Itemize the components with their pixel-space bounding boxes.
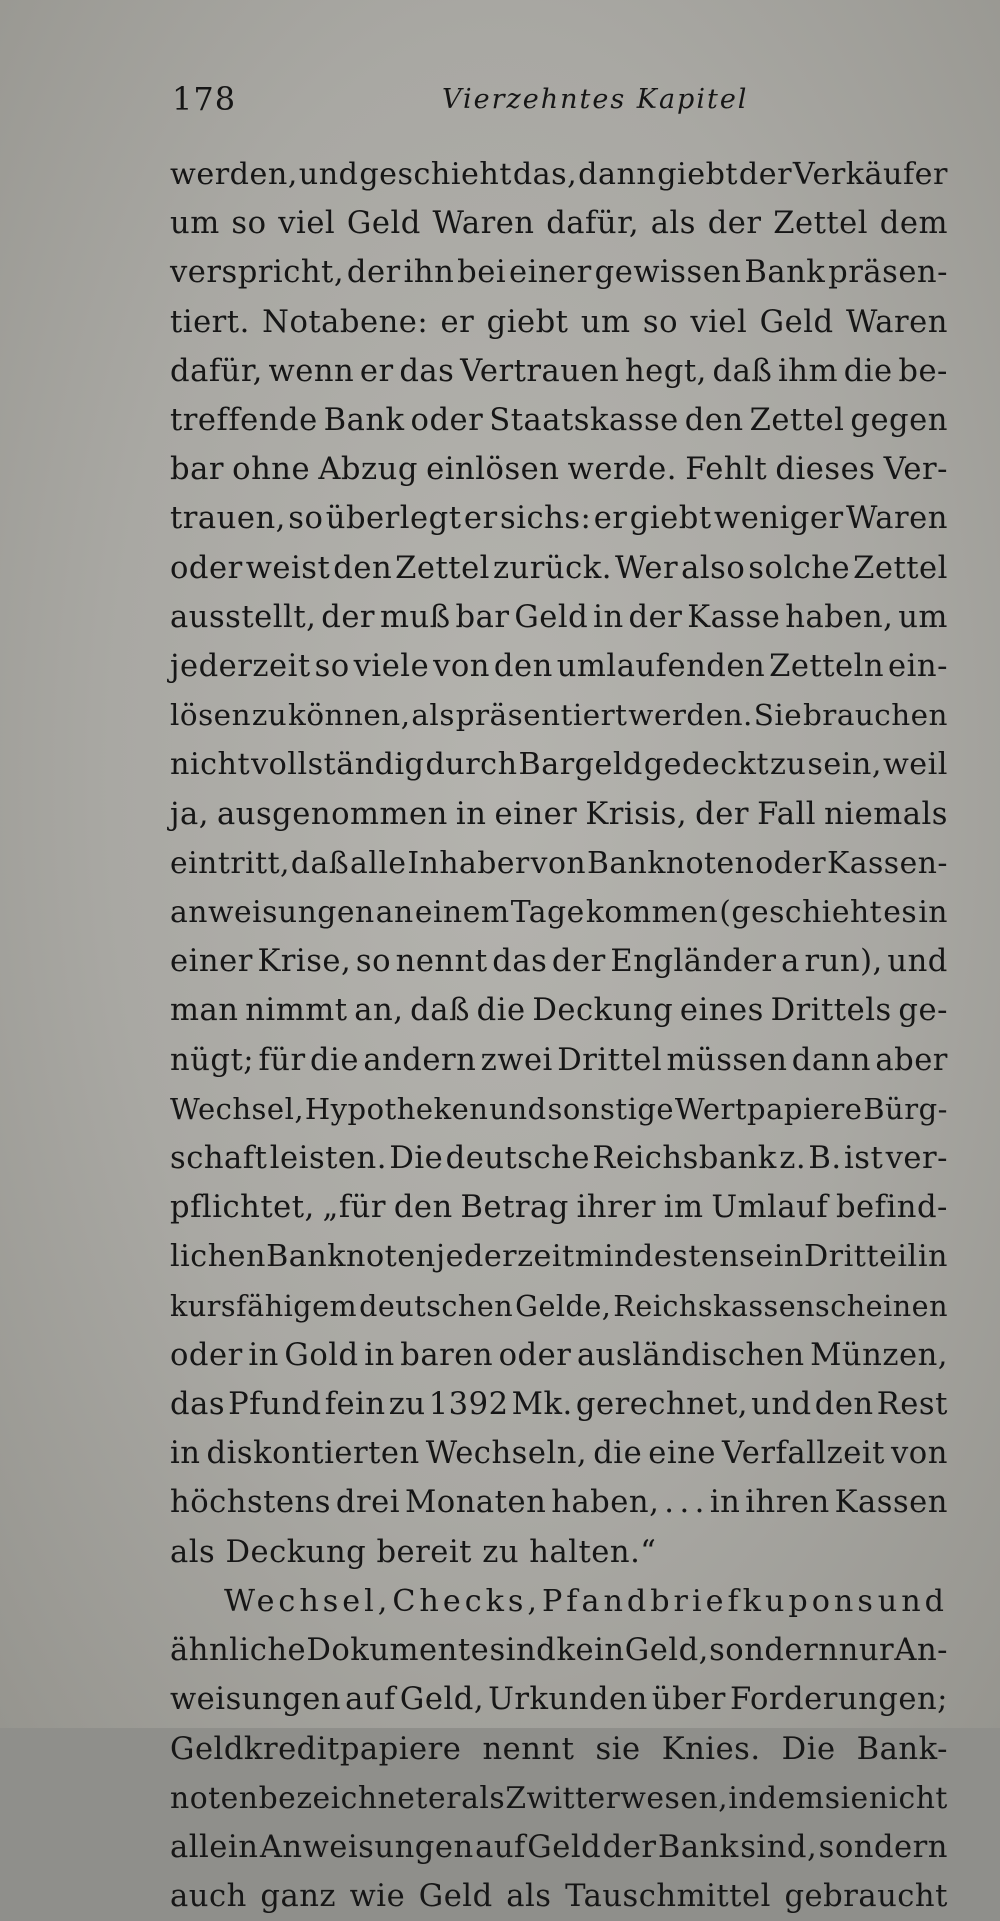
text-line: noten bezeichnet er als Zwitterwesen, indem sie nicht: [170, 1780, 948, 1816]
text-line: Geldkreditpapiere nennt sie Knies. Die Bank-: [170, 1731, 948, 1767]
text-line: ähnliche Dokumente sind kein Geld, sondern nur An-: [170, 1633, 948, 1669]
text-line: weisungen auf Geld, Urkunden über Forderungen;: [170, 1682, 948, 1718]
text-line: dafür, wenn er das Vertrauen hegt, daß ihm die be-: [170, 353, 948, 389]
text-line: verspricht, der ihn bei einer gewissen Bank präsen-: [170, 255, 948, 291]
text-line: trauen, so überlegt er sichs: er giebt weniger Waren: [170, 501, 948, 537]
text-line: werden, und geschieht das, dann giebt der Verkäufer: [170, 157, 948, 192]
paragraph-last-line: als Deckung bereit zu halten.“: [170, 1534, 657, 1570]
text-line: nügt; für die andern zwei Drittel müssen dann aber: [170, 1042, 948, 1078]
text-line: bar ohne Abzug einlösen werde. Fehlt dieses Ver-: [170, 452, 948, 488]
text-line: höchstens drei Monaten haben, . . . in ihren Kassen: [170, 1485, 948, 1521]
body-text: [170, 150, 948, 1921]
text-line: anweisungen an einem Tage kommen (geschieht es in: [170, 895, 948, 931]
text-line: einer Krise, so nennt das der Engländer a run), und: [170, 944, 948, 980]
text-line: treffende Bank oder Staatskasse den Zettel gegen: [170, 403, 948, 439]
text-line: eintritt, daß alle Inhaber von Banknoten oder Kassen-: [170, 845, 948, 881]
page-header: [172, 80, 942, 124]
text-line: pflichtet, „für den Betrag ihrer im Umlauf befind-: [170, 1190, 948, 1226]
page-number: 178: [172, 80, 237, 118]
text-line: schaft leisten. Die deutsche Reichsbank z. B. ist ver-: [170, 1141, 948, 1177]
text-line: in diskontierten Wechseln, die eine Verfallzeit von: [170, 1436, 948, 1472]
text-line: ausstellt, der muß bar Geld in der Kasse haben, um: [170, 599, 948, 635]
text-line: jederzeit so viele von den umlaufenden Zetteln ein-: [170, 649, 948, 685]
text-line: allein Anweisungen auf Geld der Bank sind, sondern: [170, 1829, 948, 1865]
running-head: Vierzehntes Kapitel: [442, 84, 749, 115]
text-line: ja, ausgenommen in einer Krisis, der Fall niemals: [170, 796, 948, 832]
text-line: tiert. Notabene: er giebt um so viel Geld Waren: [170, 304, 948, 340]
paragraph-first-line: Wechsel, Checks, Pfandbriefkupons und: [224, 1583, 948, 1619]
text-line: auch ganz wie Geld als Tauschmittel gebraucht: [170, 1879, 948, 1915]
text-line: kursfähigem deutschen Gelde, Reichskassenscheinen: [170, 1288, 948, 1323]
text-line: nicht vollständig durch Bargeld gedeckt zu sein, weil: [170, 747, 948, 783]
text-line: lösen zu können, als präsentiert werden. Sie brauchen: [170, 698, 948, 733]
text-line: lichen Banknoten jederzeit mindestens ein Dritteil in: [170, 1239, 948, 1275]
text-line: oder weist den Zettel zurück. Wer also solche Zettel: [170, 550, 948, 586]
text-line: das Pfund fein zu 1392 Mk. gerechnet, und den Rest: [170, 1387, 948, 1423]
text-line: um so viel Geld Waren dafür, als der Zettel dem: [170, 206, 948, 242]
text-line: Wechsel, Hypotheken und sonstige Wertpapiere Bürg-: [170, 1091, 948, 1126]
text-line: man nimmt an, daß die Deckung eines Drittels ge-: [170, 993, 948, 1029]
text-line: oder in Gold in baren oder ausländischen Münzen,: [170, 1337, 948, 1373]
